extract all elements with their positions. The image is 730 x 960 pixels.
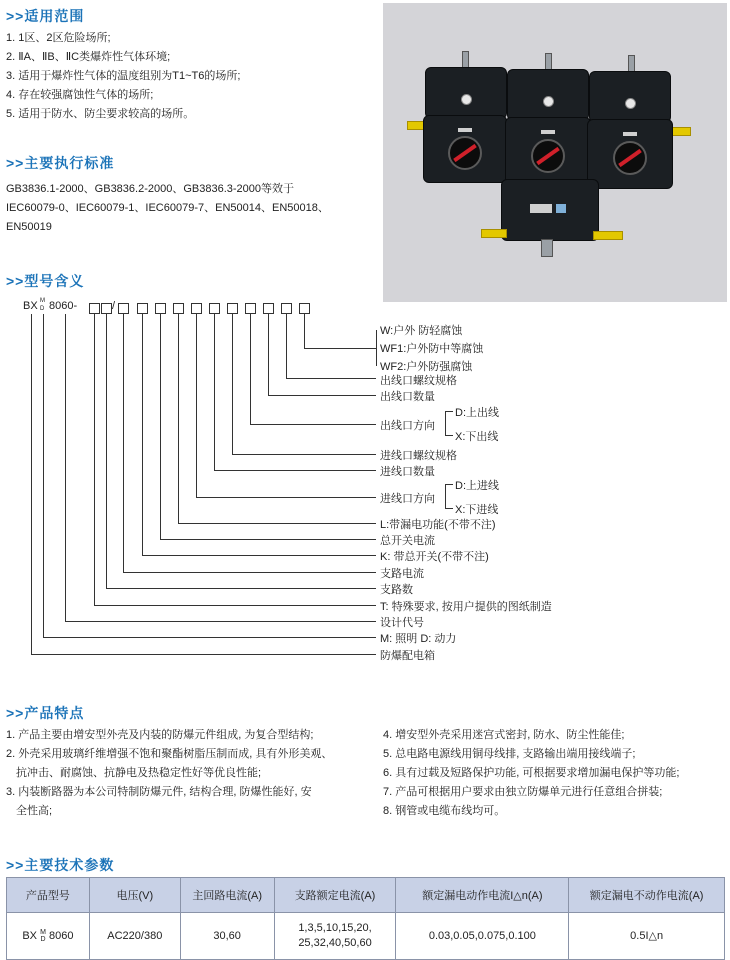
standards-line: EN50019: [6, 221, 52, 233]
cell-main-current: 30,60: [180, 913, 274, 960]
section-title-params: >>主要技术参数: [6, 857, 115, 873]
label-in-thread: 进线口螺纹规格: [380, 450, 457, 462]
model-number: 8060-: [49, 300, 78, 312]
label-out-dir: 出线口方向: [380, 420, 435, 432]
switch-cabinet: [423, 115, 507, 183]
label-wf1: WF1:户外防中等腐蚀: [380, 343, 484, 355]
label-in-count: 进线口数量: [380, 466, 435, 478]
cell-leak-action: 0.03,0.05,0.075,0.100: [396, 913, 569, 960]
label-product: 防爆配电箱: [380, 650, 435, 662]
feature-item: 3. 内装断路器为本公司特制防爆元件, 结构合理, 防爆性能好, 安: [6, 786, 312, 798]
label-in-down: X:下进线: [455, 504, 499, 516]
label-wf2: WF2:户外防强腐蚀: [380, 361, 473, 373]
label-out-count: 出线口数量: [380, 391, 435, 403]
feature-item: 2. 外壳采用玻璃纤维增强不饱和聚酯树脂压制而成, 具有外形美观、: [6, 748, 333, 760]
label-plate: [458, 128, 472, 132]
standards-line: GB3836.1-2000、GB3836.2-2000、GB3836.3-2000等效于: [6, 183, 295, 195]
col-header: 主回路电流(A): [180, 878, 274, 913]
cell-model-prefix: BX: [22, 929, 38, 942]
label-main-current: 总开关电流: [380, 535, 435, 547]
list-item: 2. ⅡA、ⅡB、ⅡC类爆炸性气体环境;: [6, 51, 171, 63]
feature-item: 抗冲击、耐腐蚀、抗静电及热稳定性好等优良性能;: [16, 767, 262, 779]
lamp-cabinet: [425, 67, 507, 119]
switch-cabinet: [587, 119, 673, 189]
cell-voltage: AC220/380: [89, 913, 180, 960]
feature-item: 全性高;: [16, 805, 53, 817]
cell-model-m: M: [40, 928, 46, 936]
feature-item: 8. 钢管或电缆布线均可。: [383, 805, 506, 817]
product-photo: [383, 3, 727, 302]
label-branch-current: 支路电流: [380, 568, 424, 580]
nameplate: [530, 204, 552, 213]
code-box: [227, 303, 238, 314]
code-box: [191, 303, 202, 314]
col-header: 产品型号: [7, 878, 90, 913]
label-usage: M: 照明 D: 动力: [380, 633, 457, 645]
code-box: [118, 303, 129, 314]
label-leak: L:带漏电功能(不带不注): [380, 519, 496, 531]
label-out-up: D:上出线: [455, 407, 499, 419]
indicator-lamp: [543, 96, 554, 107]
label-plate: [623, 132, 637, 136]
list-item: 1. 1区、2区危险场所;: [6, 32, 111, 44]
table-row: [7, 913, 725, 960]
table-header-row: [7, 878, 725, 913]
mounting-rail: [481, 229, 507, 238]
code-box: [155, 303, 166, 314]
mounting-rail: [593, 231, 623, 240]
section-title-features: >>产品特点: [6, 705, 85, 721]
cell-model-num: 8060: [49, 929, 74, 942]
model-m: M: [40, 298, 45, 304]
slash: /: [112, 300, 116, 312]
params-table: [6, 877, 725, 960]
label-special: T: 特殊要求, 按用户提供的图纸制造: [380, 601, 552, 613]
code-box: [89, 303, 100, 314]
cell-branch-line: 1,3,5,10,15,20,: [298, 922, 372, 934]
list-item: 5. 适用于防水、防尘要求较高的场所。: [6, 108, 195, 120]
feature-item: 1. 产品主要由增安型外壳及内装的防爆元件组成, 为复合型结构;: [6, 729, 314, 741]
ex-mark: [556, 204, 566, 213]
label-plate: [541, 130, 555, 134]
code-box: [101, 303, 112, 314]
cell-branch-current: [274, 913, 396, 960]
lamp-cabinet: [589, 71, 671, 123]
col-header: 支路额定电流(A): [274, 878, 396, 913]
model-d: D: [40, 306, 45, 312]
label-out-down: X:下出线: [455, 431, 499, 443]
label-branch-count: 支路数: [380, 584, 413, 596]
feature-item: 6. 具有过载及短路保护功能, 可根据要求增加漏电保护等功能;: [383, 767, 680, 779]
main-cabinet: [501, 179, 599, 241]
label-in-up: D:上进线: [455, 480, 499, 492]
code-box: [245, 303, 256, 314]
label-out-thread: 出线口螺纹规格: [380, 375, 457, 387]
rotary-switch: [448, 136, 482, 170]
switch-cabinet: [505, 117, 591, 187]
code-box: [137, 303, 148, 314]
standards-line: IEC60079-0、IEC60079-1、IEC60079-7、EN50014、EN50018、: [6, 202, 329, 214]
cell-model-md: [40, 929, 46, 943]
label-main-switch: K: 带总开关(不带不注): [380, 551, 489, 563]
cell-branch-line: 25,32,40,50,60: [298, 937, 372, 949]
rotary-switch: [531, 139, 565, 173]
cell-model: [7, 913, 90, 960]
cell-model-d: D: [40, 935, 46, 943]
col-header: 额定漏电动作电流I△n(A): [396, 878, 569, 913]
rotary-switch: [613, 141, 647, 175]
code-box: [281, 303, 292, 314]
list-item: 3. 适用于爆炸性气体的温度组别为T1~T6的场所;: [6, 70, 241, 82]
section-title-scope: >>适用范围: [6, 8, 85, 24]
code-box: [299, 303, 310, 314]
feature-item: 4. 增安型外壳采用迷宫式密封, 防水、防尘性能佳;: [383, 729, 625, 741]
section-title-model: >>型号含义: [6, 273, 85, 289]
label-in-dir: 进线口方向: [380, 493, 435, 505]
section-title-standards: >>主要执行标准: [6, 155, 115, 171]
label-design: 设计代号: [380, 617, 424, 629]
code-box: [263, 303, 274, 314]
cell-leak-no-action: 0.5I△n: [569, 913, 725, 960]
cable-gland: [541, 239, 553, 257]
indicator-lamp: [625, 98, 636, 109]
label-w: W:户外 防轻腐蚀: [380, 325, 463, 337]
col-header: 额定漏电不动作电流(A): [569, 878, 725, 913]
feature-item: 7. 产品可根据用户要求由独立防爆单元进行任意组合拼装;: [383, 786, 663, 798]
list-item: 4. 存在较强腐蚀性气体的场所;: [6, 89, 154, 101]
indicator-lamp: [461, 94, 472, 105]
lamp-cabinet: [507, 69, 589, 121]
code-box: [209, 303, 220, 314]
feature-item: 5. 总电路电源线用铜母线排, 支路输出端用接线端子;: [383, 748, 636, 760]
code-box: [173, 303, 184, 314]
model-prefix: BX: [23, 300, 38, 312]
col-header: 电压(V): [89, 878, 180, 913]
